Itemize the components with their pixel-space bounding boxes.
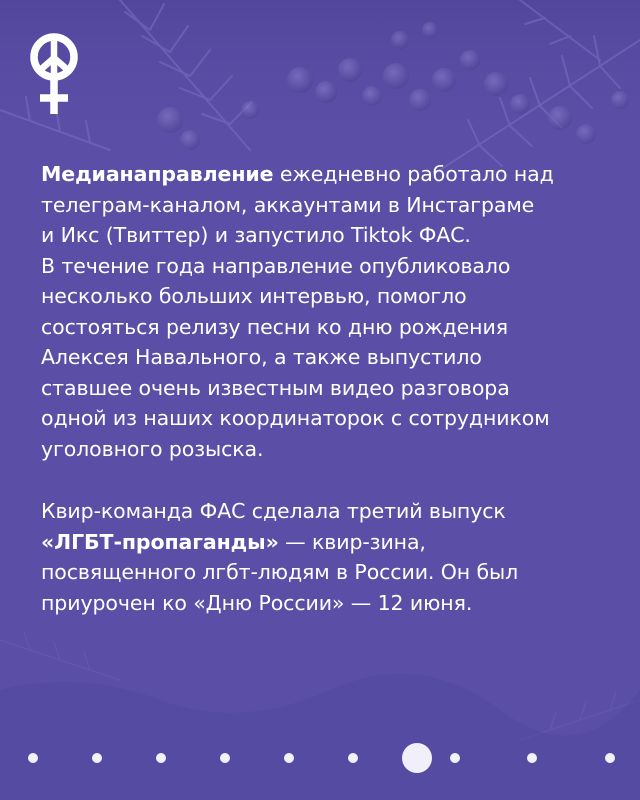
- text-line: и Икс (Твиттер) и запустило Tiktok ФАС.: [41, 223, 471, 247]
- text-line: Алексея Навального, а также выпустило: [41, 345, 482, 369]
- line-text: ежедневно работало над: [273, 162, 554, 186]
- pagination-dot[interactable]: [284, 753, 294, 763]
- carousel-pagination: [0, 738, 640, 778]
- text-line: состояться релизу песни ко дню рождения: [41, 314, 508, 339]
- text-line: В течение года направление опубликовало: [41, 253, 511, 278]
- line-text: — квир-зина,: [278, 529, 426, 554]
- pagination-dot[interactable]: [605, 753, 615, 763]
- pagination-dot[interactable]: [348, 753, 358, 763]
- pagination-dot[interactable]: [156, 753, 166, 763]
- text-line: [41, 159, 601, 190]
- text-line: посвященного лгбт-людям в России. Он был: [41, 560, 519, 584]
- text-line: несколько больших интервью, помогло: [41, 284, 467, 308]
- text-line: приурочен ко «Дню России» — 12 июня.: [41, 590, 473, 615]
- peace-female-symbol-icon: [26, 28, 84, 116]
- bold-zine-title: «ЛГБТ-пропаганды»: [41, 529, 279, 554]
- pagination-dot[interactable]: [92, 753, 102, 763]
- text-line: одной из наших координаторок с сотрудником: [41, 406, 550, 430]
- text-line: Квир-команда ФАС сделала третий выпуск: [41, 499, 506, 523]
- media-direction-paragraph: [41, 159, 601, 464]
- text-line: ставшее очень известным видео разговора: [41, 375, 510, 400]
- text-line: уголовного розыска.: [41, 436, 264, 461]
- pagination-dot[interactable]: [28, 753, 38, 763]
- pagination-dot-active[interactable]: [402, 743, 432, 773]
- queer-team-paragraph: [41, 496, 601, 618]
- bold-heading-word: Медианаправление: [41, 162, 274, 186]
- pagination-dot[interactable]: [450, 753, 460, 763]
- pagination-dot[interactable]: [220, 753, 230, 763]
- text-line: телеграм-каналом, аккаунтами в Инстаграме: [41, 192, 535, 217]
- text-line: [41, 527, 601, 558]
- pagination-dot[interactable]: [527, 753, 537, 763]
